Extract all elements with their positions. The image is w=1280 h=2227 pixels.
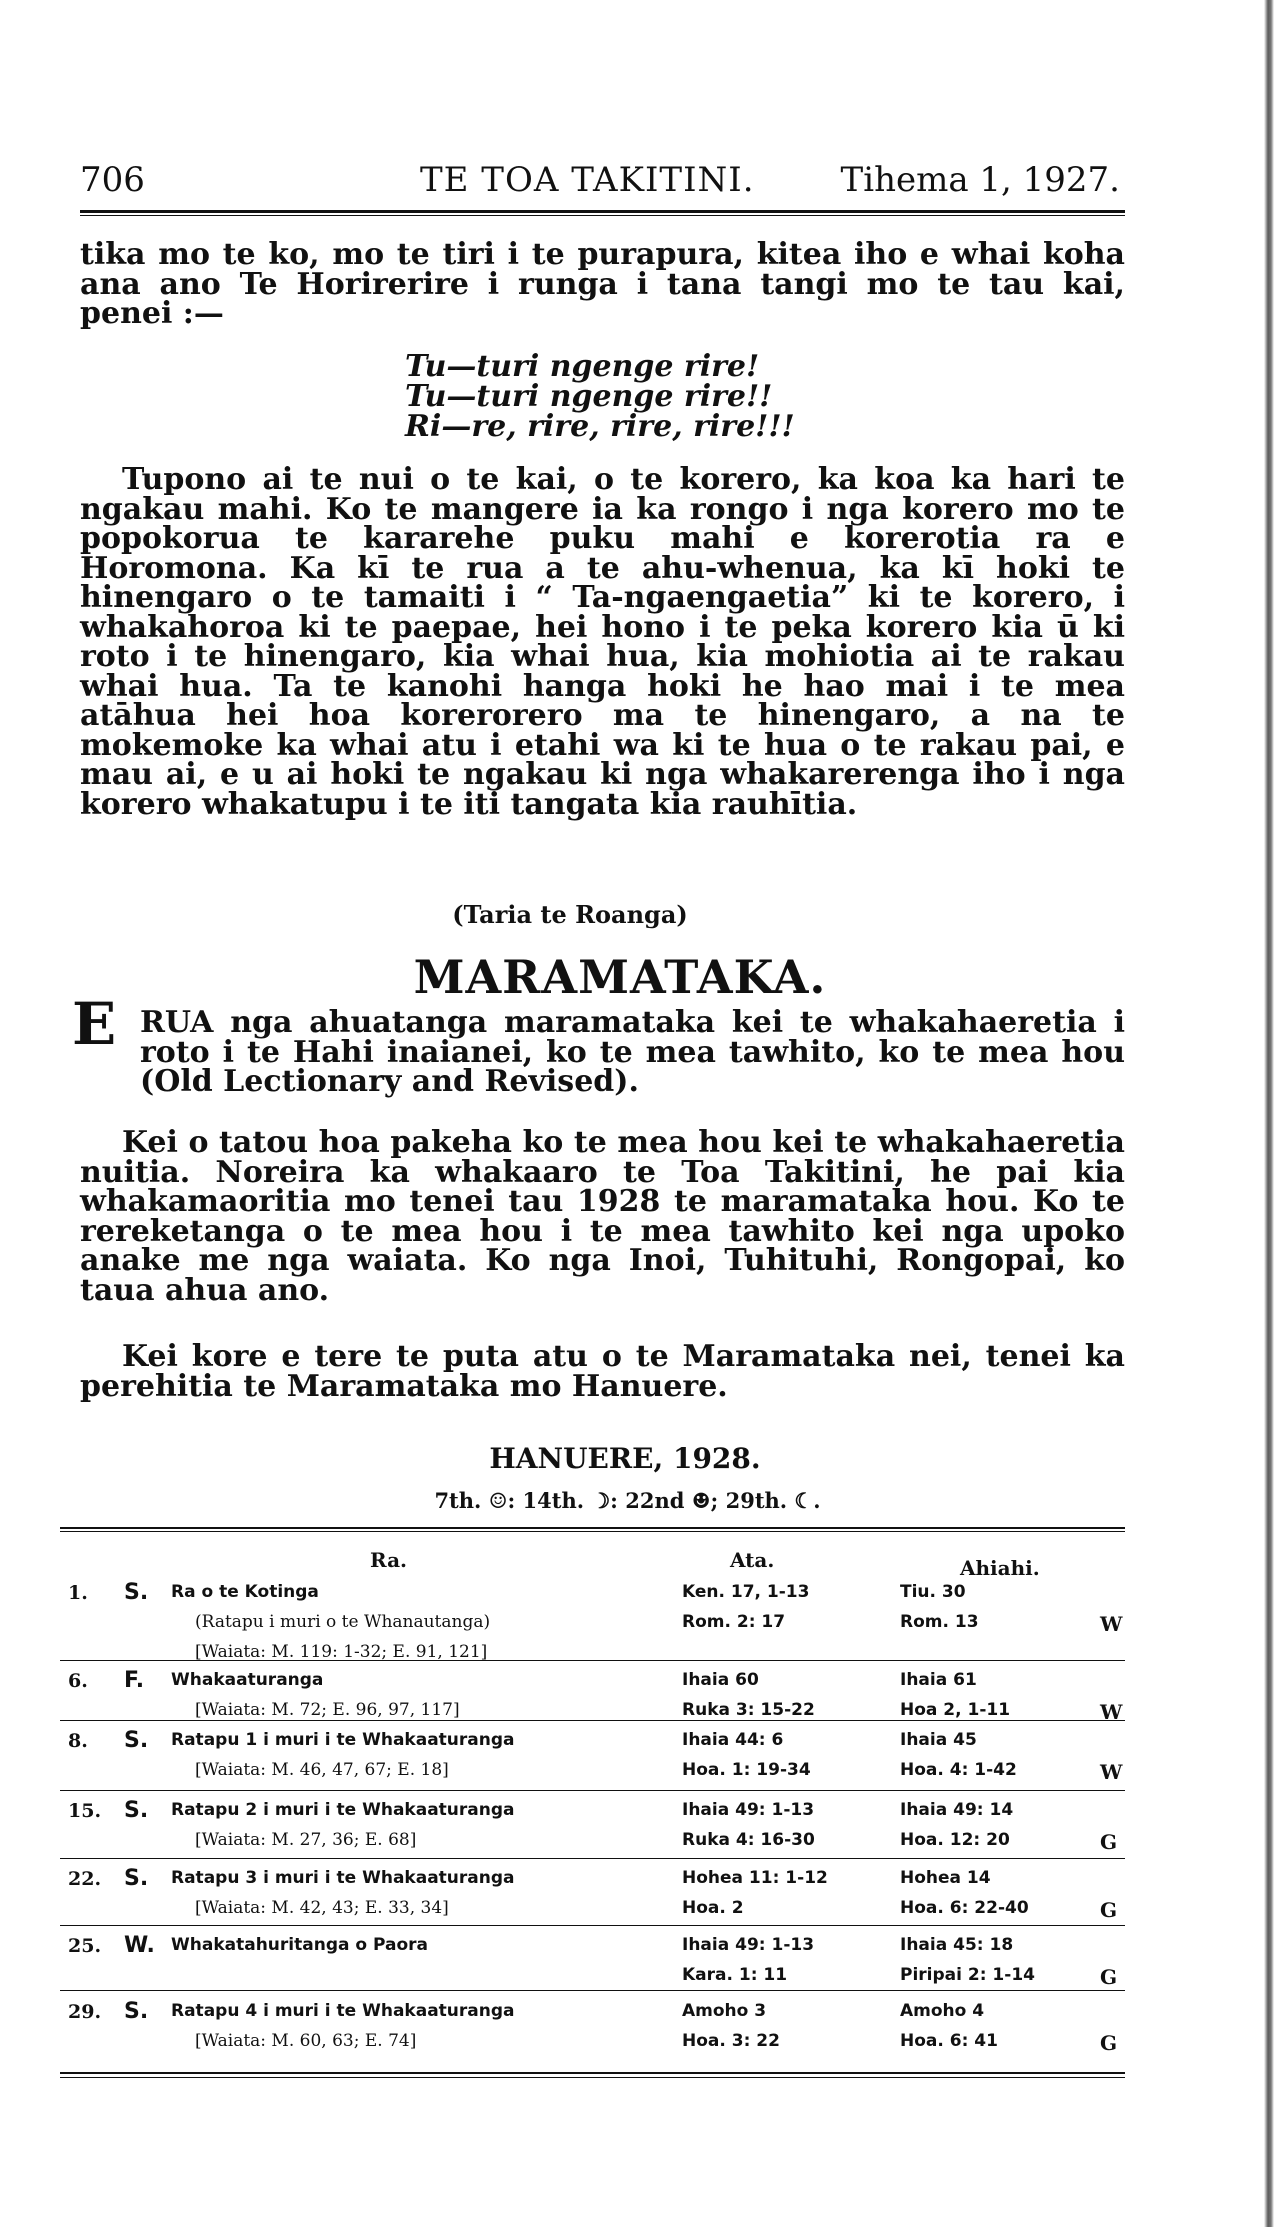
- row-divider: [60, 1720, 1125, 1721]
- row-ata-reading: Ruka 3: 15-22: [682, 1700, 815, 1720]
- row-ata-reading: Hoa. 1: 19-34: [682, 1760, 811, 1780]
- row-ahiahi-reading: Ihaia 45: 18: [900, 1935, 1014, 1955]
- maramataka-p3: Kei kore e tere te puta atu o te Maramataka nei, tenei ka perehitia te Maramataka mo Hanuere.: [80, 1339, 1125, 1404]
- maramataka-p2: Kei o tatou hoa pakeha ko te mea hou kei te whakahaeretia nuitia. Noreira ka whakaaro te Toa Takitini, he pai kia whakamaoritia mo tenei tau 1928 te maramataka hou. Ko te rereketanga o te mea hou i te mea tawhito kei nga upoko anake me nga waiata. Ko nga Inoi, Tuhituhi, Rongopai, ko taua ahua ano.: [80, 1125, 1125, 1308]
- verse-block: [405, 349, 795, 444]
- publication-title: TE TOA TAKITINI.: [420, 160, 755, 200]
- row-date: 15.: [68, 1800, 102, 1822]
- row-date: 29.: [68, 2001, 102, 2023]
- row-weekday: S.: [124, 1866, 149, 1891]
- row-ahiahi-reading: Hoa. 12: 20: [900, 1830, 1010, 1850]
- row-ata-reading: Ken. 17, 1-13: [682, 1582, 810, 1602]
- row-date: 8.: [68, 1730, 88, 1752]
- verse-line: Tu—turi ngenge rire!: [405, 349, 760, 384]
- row-observance: Ra o te Kotinga: [171, 1582, 319, 1602]
- continued-note: (Taria te Roanga): [452, 900, 688, 929]
- row-liturgical-colour: G: [1100, 2031, 1118, 2055]
- issue-date: Tihema 1, 1927.: [840, 160, 1120, 200]
- calendar-month: HANUERE, 1928.: [489, 1442, 761, 1475]
- row-observance: Whakaaturanga: [171, 1670, 324, 1690]
- moon-phases: 7th. ☺: 14th. ☽: 22nd ☻; 29th. ☾.: [434, 1488, 821, 1513]
- row-ahiahi-reading: Ihaia 49: 14: [900, 1800, 1014, 1820]
- row-weekday: S.: [124, 1999, 149, 2024]
- table-top-rule-thin: [60, 1531, 1125, 1532]
- page-number: 706: [80, 160, 145, 200]
- row-ahiahi-reading: Amoho 4: [900, 2001, 985, 2021]
- row-ahiahi-reading: Hoa 2, 1-11: [900, 1700, 1011, 1720]
- row-divider: [60, 1990, 1125, 1991]
- maramataka-p2-block: [80, 1125, 1125, 1308]
- row-ahiahi-reading: Tiu. 30: [900, 1582, 966, 1602]
- row-weekday: S.: [124, 1728, 149, 1753]
- row-ata-reading: Kara. 1: 11: [682, 1965, 788, 1985]
- row-liturgical-colour: W: [1100, 1612, 1123, 1636]
- row-observance: Ratapu 2 i muri i te Whakaaturanga: [171, 1800, 515, 1820]
- row-note: [Waiata: M. 27, 36; E. 68]: [195, 1830, 417, 1850]
- row-ata-reading: Ihaia 60: [682, 1670, 759, 1690]
- maramataka-p3-block: [80, 1339, 1125, 1404]
- row-ahiahi-reading: Rom. 13: [900, 1612, 979, 1632]
- row-ata-reading: Ihaia 49: 1-13: [682, 1935, 815, 1955]
- row-divider: [60, 1790, 1125, 1791]
- row-ata-reading: Amoho 3: [682, 2001, 767, 2021]
- row-ahiahi-reading: Ihaia 61: [900, 1670, 977, 1690]
- row-observance: Ratapu 1 i muri i te Whakaaturanga: [171, 1730, 515, 1750]
- row-note: [Waiata: M. 42, 43; E. 33, 34]: [195, 1898, 449, 1918]
- row-ahiahi-reading: Hoa. 6: 22-40: [900, 1898, 1029, 1918]
- paragraph-2-text: Tupono ai te nui o te kai, o te korero, ka koa ka hari te ngakau mahi. Ko te mangere ia ka rongo i nga korero mo te popokorua te kararehe puku mahi e korerotia ra e Horomona. Ka kī te rua a te ahu-whenua, ka kī hoki te hinengaro o te tamaiti i “ Ta-ngaengaetia” ki te korero, i whakahoroa ki te paepae, hei hono i te peka korero kia ū ki roto i te hinengaro, kia whai hua, kia mohiotia ai te rakau whai hua. Ta te kanohi hanga hoki he hao mai i te mea atāhua hei hoa korerorero ma te hinengaro, a na te mokemoke ka whai atu i etahi wa ki te hua o te rakau pai, e mau ai, e u ai hoki te ngakau ki nga whakarerenga iho i nga korero whakatupu i te iti tangata kia rauhītia.: [80, 462, 1125, 822]
- row-weekday: F.: [124, 1668, 145, 1693]
- intro-paragraph: [80, 237, 1125, 331]
- column-header-ata: Ata.: [730, 1548, 775, 1572]
- table-top-rule: [60, 1527, 1125, 1529]
- row-note: [Waiata: M. 72; E. 96, 97, 117]: [195, 1700, 460, 1720]
- row-date: 25.: [68, 1935, 102, 1957]
- row-observance: Ratapu 3 i muri i te Whakaaturanga: [171, 1868, 515, 1888]
- maramataka-p1-lead: [140, 1005, 1125, 1099]
- row-liturgical-colour: G: [1100, 1965, 1118, 1989]
- row-ahiahi-reading: Hoa. 4: 1-42: [900, 1760, 1017, 1780]
- verse-line: Ri—re, rire, rire, rire!!!: [405, 409, 795, 444]
- row-liturgical-colour: G: [1100, 1830, 1118, 1854]
- row-divider: [60, 1858, 1125, 1859]
- row-note: [Waiata: M. 119: 1-32; E. 91, 121]: [195, 1642, 488, 1662]
- row-note: [Waiata: M. 60, 63; E. 74]: [195, 2031, 417, 2051]
- row-ahiahi-reading: Piripai 2: 1-14: [900, 1965, 1035, 1985]
- column-header-ahiahi: Ahiahi.: [960, 1556, 1040, 1580]
- verse-line: Tu—turi ngenge rire!!: [405, 379, 773, 414]
- row-ata-reading: Ruka 4: 16-30: [682, 1830, 815, 1850]
- drop-cap: E: [72, 990, 117, 1058]
- row-ata-reading: Rom. 2: 17: [682, 1612, 786, 1632]
- header-rule-thin: [80, 215, 1125, 216]
- maramataka-p1: RUA nga ahuatanga maramataka kei te whakahaeretia i roto i te Hahi inaianei, ko te mea tawhito, ko te mea hou (Old Lectionary and Revised).: [140, 1005, 1125, 1099]
- row-weekday: S.: [124, 1580, 149, 1605]
- row-divider: [60, 1660, 1125, 1661]
- row-liturgical-colour: G: [1100, 1898, 1118, 1922]
- row-liturgical-colour: W: [1100, 1700, 1123, 1724]
- row-date: 6.: [68, 1670, 88, 1692]
- intro-text: tika mo te ko, mo te tiri i te purapura, kitea iho e whai koha ana ano Te Horirerire i runga i tana tangi mo te tau kai, penei :—: [80, 237, 1125, 331]
- table-bottom-rule: [60, 2072, 1125, 2074]
- row-ata-reading: Hohea 11: 1-12: [682, 1868, 828, 1888]
- row-ata-reading: Ihaia 49: 1-13: [682, 1800, 815, 1820]
- row-ahiahi-reading: Hohea 14: [900, 1868, 991, 1888]
- row-divider: [60, 1925, 1125, 1926]
- table-bottom-rule-thin: [60, 2077, 1125, 2078]
- row-observance: Whakatahuritanga o Paora: [171, 1935, 428, 1955]
- row-ata-reading: Ihaia 44: 6: [682, 1730, 784, 1750]
- row-ahiahi-reading: Hoa. 6: 41: [900, 2031, 998, 2051]
- column-header-ra: Ra.: [370, 1548, 408, 1572]
- row-weekday: W.: [124, 1933, 155, 1958]
- row-date: 22.: [68, 1868, 102, 1890]
- row-date: 1.: [68, 1582, 88, 1604]
- row-liturgical-colour: W: [1100, 1760, 1123, 1784]
- row-note: [Waiata: M. 46, 47, 67; E. 18]: [195, 1760, 449, 1780]
- row-ata-reading: Hoa. 2: [682, 1898, 744, 1918]
- running-header: [80, 160, 1120, 202]
- row-observance: Ratapu 4 i muri i te Whakaaturanga: [171, 2001, 515, 2021]
- row-ata-reading: Hoa. 3: 22: [682, 2031, 780, 2051]
- row-note: (Ratapu i muri o te Whanautanga): [195, 1612, 491, 1632]
- header-rule: [80, 210, 1125, 213]
- scan-edge: [1264, 0, 1274, 2227]
- row-weekday: S.: [124, 1798, 149, 1823]
- paragraph-2: [80, 462, 1125, 822]
- section-title: MARAMATAKA.: [413, 950, 827, 1004]
- row-ahiahi-reading: Ihaia 45: [900, 1730, 977, 1750]
